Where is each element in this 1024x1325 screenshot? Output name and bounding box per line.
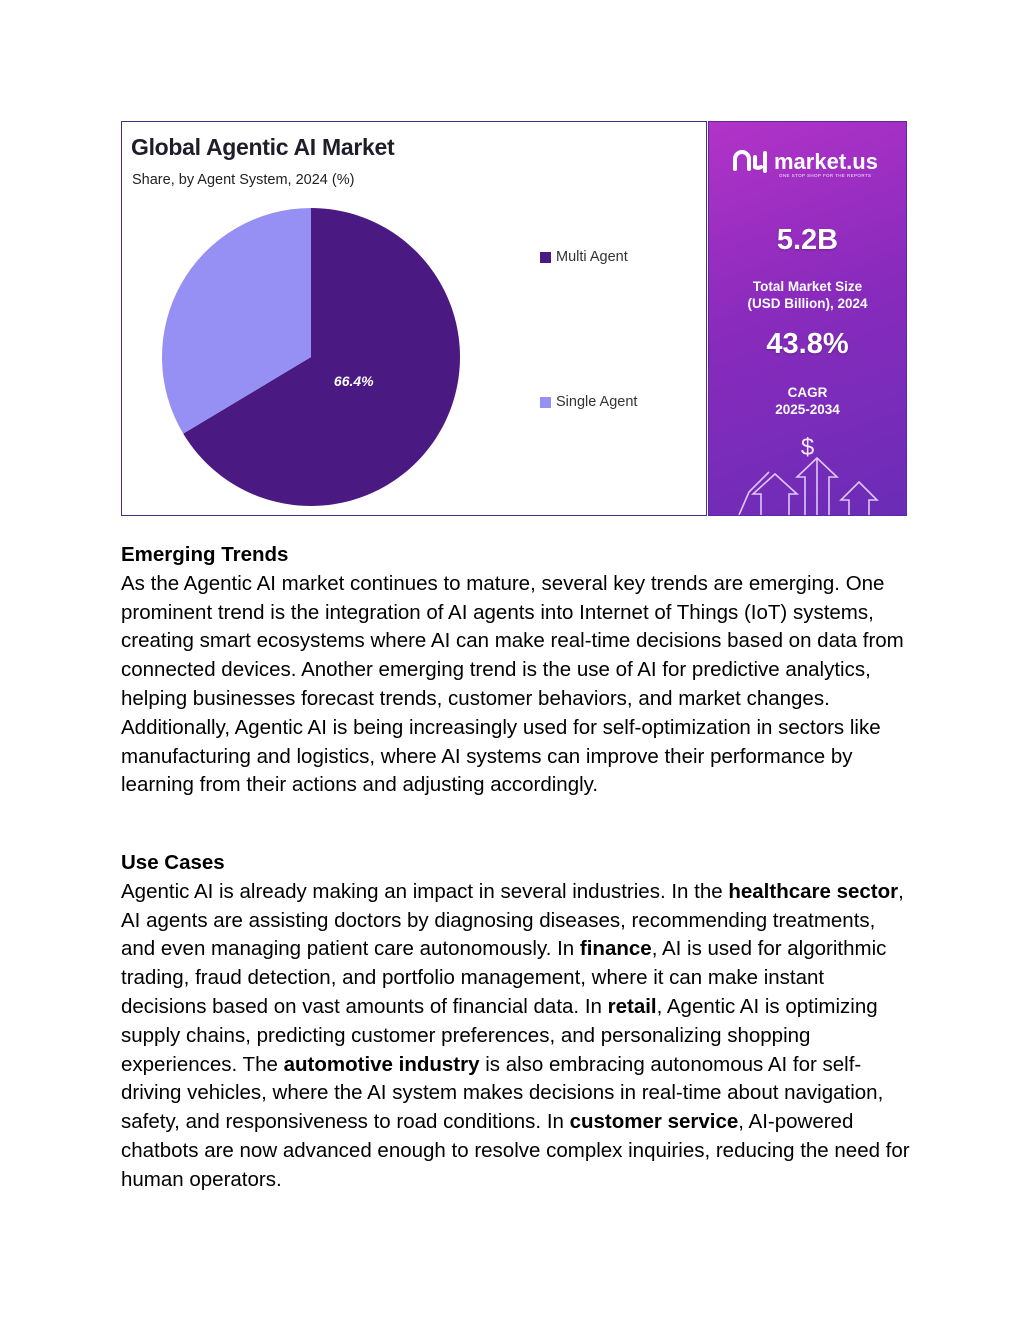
section-emerging-trends <box>121 541 911 800</box>
chart-panel <box>121 121 707 516</box>
chart-title: Global Agentic AI Market <box>131 134 395 160</box>
legend-label-single-agent: Single Agent <box>556 394 638 410</box>
cagr-label-1: CAGR <box>787 385 828 400</box>
use-cases-text-6: , AI-powered chatbots are now advanced enough to resolve complex inquiries, reducing the need for human operators. <box>121 1110 910 1191</box>
brand-tagline: ONE STOP SHOP FOR THE REPORTS <box>779 173 872 178</box>
dollar-icon: $ <box>800 434 815 461</box>
market-us-logo-icon <box>731 147 769 177</box>
use-cases-text-4: , Agentic AI is optimizing supply chains, predicting customer preferences, and personalizing shopping experiences. The <box>121 994 878 1076</box>
emerging-trends-heading: Emerging Trends <box>121 543 289 566</box>
use-cases-heading: Use Cases <box>121 851 225 874</box>
legend-swatch-single-agent <box>540 397 551 408</box>
pie-data-label-multi-agent: 66.4% <box>333 373 374 390</box>
legend-swatch-multi-agent <box>540 252 551 263</box>
cagr-value: 43.8% <box>766 328 849 360</box>
section-use-cases <box>121 849 911 1195</box>
market-size-label-1: Total Market Size <box>752 279 863 294</box>
legend-item-multi-agent <box>540 249 628 265</box>
legend-label-multi-agent: Multi Agent <box>556 249 628 265</box>
emerging-trends-body: As the Agentic AI market continues to mature, several key trends are emerging. One prominent trend is the integration of AI agents into Internet of Things (IoT) systems, creating smart ecosystems where AI can make real-time decisions based on data from connected devices. Another emerging trend is the use of AI for predictive analytics, helping businesses forecast trends, customer behaviors, and market changes. Additionally, Agentic AI is being increasingly used for self-optimization in sectors like manufacturing and logistics, where AI systems can improve their performance by learning from their actions and adjusting accordingly. <box>121 571 904 797</box>
keyword-customer-service: customer service <box>569 1110 739 1134</box>
brand-name: market.us <box>774 149 878 174</box>
keyword-finance: finance <box>579 937 652 961</box>
market-size-label-2: (USD Billion), 2024 <box>747 296 868 311</box>
use-cases-text-1: Agentic AI is already making an impact in several industries. In the <box>121 879 729 903</box>
keyword-automotive: automotive industry <box>283 1052 480 1076</box>
stats-panel <box>708 121 907 516</box>
legend-item-single-agent <box>540 394 637 410</box>
use-cases-body <box>121 878 911 1195</box>
market-infographic <box>121 121 907 516</box>
use-cases-text-3: , AI is used for algorithmic trading, fraud detection, and portfolio management, where it can make instant decisions based on vast amounts of financial data. In <box>121 937 887 1018</box>
keyword-retail: retail <box>607 994 657 1018</box>
keyword-healthcare: healthcare sector <box>728 879 899 903</box>
use-cases-text-5: is also embracing autonomous AI for self-driving vehicles, where the AI system makes decisions in real-time about navigation, safety, and responsiveness to road conditions. In <box>121 1052 884 1134</box>
cagr-label-2: 2025-2034 <box>775 402 840 417</box>
chart-subtitle: Share, by Agent System, 2024 (%) <box>132 172 355 188</box>
use-cases-text-2: , AI agents are assisting doctors by diagnosing diseases, recommending treatments, and even managing patient care autonomously. In <box>121 879 904 961</box>
market-size-value: 5.2B <box>776 224 839 256</box>
